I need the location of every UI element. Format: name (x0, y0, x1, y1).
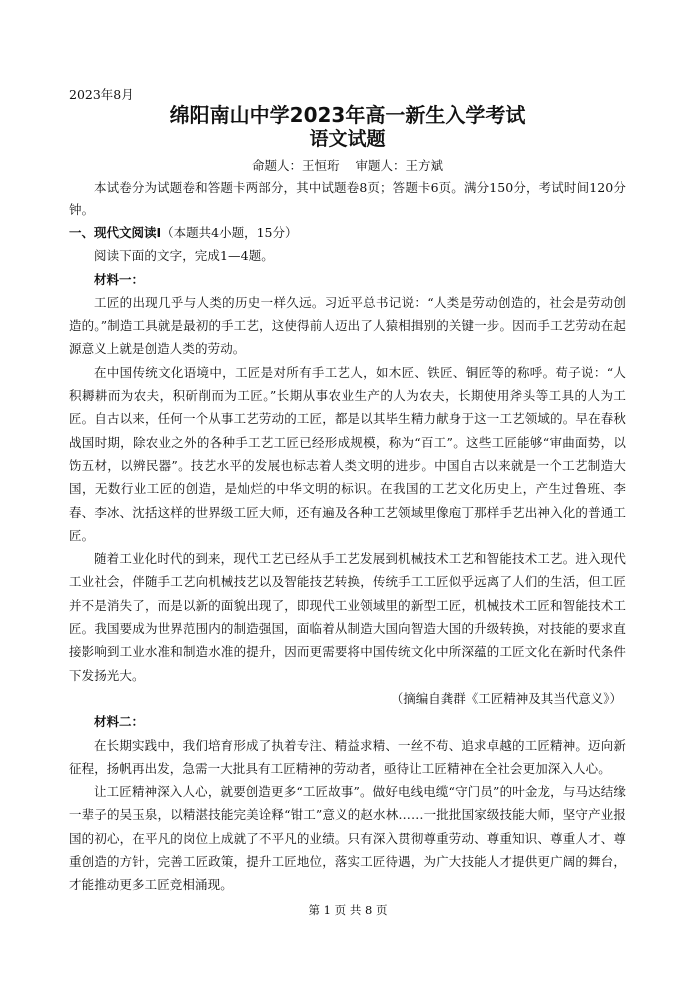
exam-title: 绵阳南山中学2023年高一新生入学考试 (169, 103, 526, 127)
material-two-label: 材料二： (94, 714, 145, 730)
material-one-source: （摘编自龚群《工匠精神及其当代意义》） (390, 690, 622, 706)
exam-subtitle: 语文试题 (309, 128, 386, 150)
section-note: （本题共4小题，15分） (161, 225, 298, 240)
section-heading (69, 221, 626, 244)
material-two-paragraph-1: 在长期实践中，我们培育形成了执着专注、精益求精、一丝不苟、追求卓越的工匠精神。迈向新征程，扬帆再出发，急需一大批具有工匠精神的劳动者，亟待让工匠精神在全社会更加深入人心。 (69, 737, 626, 776)
material-one-paragraph-3: 随着工业化时代的到来，现代工艺已经从手工艺发展到机械技术工艺和智能技术工艺。进入现代工业社会，伴随手工艺向机械技艺以及智能技艺转换，传统手工工匠似乎远离了人们的生活，但工匠并不是消失了，而是以新的面貌出现了，即现代工业领域里的新型工匠，机械技术工匠和智能技术工匠。我国要成为世界范围内的制造强国，面临着从制造大国向智造大国的升级转换，对技能的要求直接影响到工业水准和制造水准的提升，因而更需要将中国传统文化中所深蕴的工匠文化在新时代条件下发扬光大。 (69, 551, 626, 683)
exam-instructions: 本试卷分为试题卷和答题卡两部分，其中试题卷8页；答题卡6页。满分150分，考试时间120分钟。 (69, 180, 626, 217)
exam-date: 2023年8月 (69, 87, 134, 102)
reading-instruction: 阅读下面的文字，完成1—4题。 (94, 248, 274, 264)
page-footer: 第 1 页 共 8 页 (308, 903, 388, 917)
material-two-paragraph-2: 让工匠精神深入人心，就要创造更多“工匠故事”。做好电线电缆“守门员”的叶金龙，与马达结缘一辈子的吴玉泉，以精湛技能完美诠释“钳工”意义的赵水林……一批批国家级技能大师，坚守产业报国的初心，在平凡的岗位上成就了不平凡的业绩。只有深入贯彻尊重劳动、尊重知识、尊重人才、尊重创造的方针，完善工匠政策，提升工匠地位，落实工匠待遇，为广大技能人才提供更广阔的舞台，才能推动更多工匠竞相涌现。 (69, 784, 626, 893)
section-title: 一、现代文阅读Ⅰ (69, 225, 162, 240)
material-one-paragraph-2: 在中国传统文化语境中，工匠是对所有手工艺人，如木匠、铁匠、铜匠等的称呼。荀子说：“人积耨耕而为农夫，积斫削而为工匠。”长期从事农业生产的人为农夫，长期使用斧头等工具的人为工匠。自古以来，任何一个从事工艺劳动的工匠，都是以其毕生精力献身于这一工艺领域的。早在春秋战国时期，除农业之外的各种手工艺工匠已经形成规模，称为“百工”。这些工匠能够“审曲面势，以饬五材，以辨民器”。技艺水平的发展也标志着人类文明的进步。中国自古以来就是一个工艺制造大国，无数行业工匠的创造，是灿烂的中华文明的标识。在我国的工艺文化历史上，产生过鲁班、李春、李冰、沈括这样的世界级工匠大师，还有遍及各种工艺领域里像庖丁那样手艺出神入化的普通工匠。 (69, 364, 626, 543)
exam-authors (69, 155, 626, 177)
material-one-paragraph-1: 工匠的出现几乎与人类的历史一样久远。习近平总书记说：“人类是劳动创造的，社会是劳动创造的。”制造工具就是最初的手工艺，这使得前人迈出了人猿相揖别的关键一步。因而手工艺劳动在起源意义上就是创造人类的劳动。 (69, 294, 626, 357)
question-setter: 命题人：王恒珩 (251, 158, 340, 173)
question-reviewer: 审题人：王方斌 (355, 158, 444, 173)
material-one-label: 材料一： (94, 271, 145, 287)
